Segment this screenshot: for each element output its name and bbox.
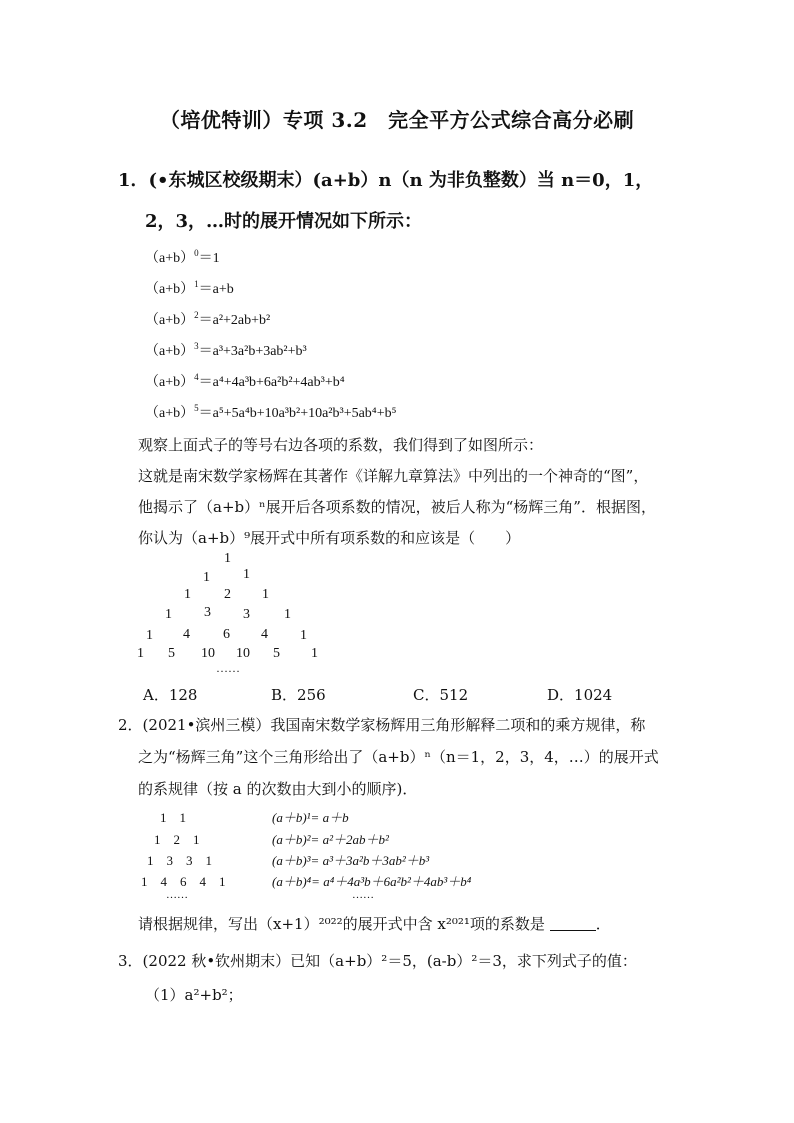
q1-equation-2 [145,309,270,329]
q2-expansion-4: (a＋b)⁴= a⁴＋4a³b＋6a²b²＋4ab³＋b⁴ [272,874,472,889]
triangle-number: 1 [300,628,307,643]
triangle-number: 10 [236,646,250,661]
q2-triangle-row4: 1 4 6 4 1 [141,874,226,889]
triangle-number: 1 [224,551,231,566]
eq-lhs: （a+b） [145,251,195,266]
q2-stem-line3: 的系规律（按 a 的次数由大到小的顺序)． [138,780,418,798]
triangle-number: 1 [203,570,210,585]
eq-rhs: ＝a²+2ab+b² [198,313,271,328]
triangle-number: 1 [262,587,269,602]
q1-stem-line1: 1．(•东城区校级期末）(a+b）n（n 为非负整数）当 n＝0，1， [118,170,654,191]
eq-exponent: 5 [194,403,199,413]
eq-lhs: （a+b） [145,406,195,421]
triangle-number: 1 [311,646,318,661]
q2-stem-line2: 之为“杨辉三角”这个三角形给出了（a+b）ⁿ（n＝1，2，3，4，…）的展开式 [138,748,659,766]
eq-exponent: 1 [194,279,199,289]
q2-triangle-row2: 1 2 1 [154,832,200,847]
triangle-number: 1 [284,607,291,622]
triangle-number: 3 [243,607,250,622]
q2-question-text: 请根据规律，写出（x+1）²⁰²²的展开式中含 x²⁰²¹项的系数是 [138,915,545,933]
q1-equation-0 [145,247,220,267]
q1-equation-5 [145,402,396,422]
eq-lhs: （a+b） [145,282,195,297]
eq-lhs: （a+b） [145,375,195,390]
triangle-number: 5 [168,646,175,661]
eq-lhs: （a+b） [145,313,195,328]
eq-exponent: 2 [194,310,199,320]
eq-exponent: 3 [194,341,199,351]
eq-rhs: ＝a³+3a²b+3ab²+b³ [198,344,307,359]
q2-expansion-ellipsis: …… [352,889,374,901]
triangle-number: 6 [223,627,230,642]
q2-triangle-row1: 1 1 [160,810,187,825]
triangle-number: 5 [273,646,280,661]
option-d[interactable]: D．1024 [547,686,613,704]
q1-paragraph-3: 他揭示了（a+b）ⁿ展开后各项系数的情况，被后人称为“杨辉三角”．根据图， [138,498,656,516]
q2-triangle-row3: 1 3 3 1 [147,853,213,868]
triangle-number: 1 [184,587,191,602]
eq-rhs: ＝1 [198,251,220,266]
q2-question [138,913,611,934]
triangle-number: 1 [243,567,250,582]
eq-rhs: ＝a+b [198,282,234,297]
q1-equation-1 [145,278,234,298]
triangle-number: 1 [165,607,172,622]
q3-subquestion-1: （1）a²+b²； [145,986,243,1004]
triangle-number: 3 [204,605,211,620]
eq-exponent: 4 [194,372,199,382]
eq-rhs: ＝a⁵+5a⁴b+10a³b²+10a²b³+5ab⁴+b⁵ [198,406,397,421]
q2-triangle-ellipsis: …… [166,889,188,901]
q1-equation-3 [145,340,307,360]
triangle-number: 1 [146,628,153,643]
triangle-number: 2 [224,587,231,602]
q1-equation-4 [145,371,345,391]
eq-rhs: ＝a⁴+4a³b+6a²b²+4ab³+b⁴ [198,375,345,390]
q2-expansion-3: (a＋b)³= a³＋3a²b＋3ab²＋b³ [272,853,430,868]
q1-stem-line2: 2，3，…时的展开情况如下所示： [145,211,423,232]
q2-question-end: ． [595,915,611,933]
q2-expansion-1: (a＋b)¹= a＋b [272,810,349,825]
triangle-ellipsis: …… [216,661,240,675]
q1-paragraph-1: 观察上面式子的等号右边各项的系数，我们得到了如图所示： [138,436,544,454]
triangle-number: 4 [261,627,268,642]
q1-paragraph-2: 这就是南宋数学家杨辉在其著作《详解九章算法》中列出的一个神奇的“图”， [138,467,649,485]
triangle-number: 4 [183,627,190,642]
q1-paragraph-4: 你认为（a+b）⁹展开式中所有项系数的和应该是（ ） [138,529,521,547]
option-b[interactable]: B．256 [271,686,326,704]
eq-lhs: （a+b） [145,344,195,359]
q2-expansion-2: (a＋b)²= a²＋2ab＋b² [272,832,389,847]
answer-blank[interactable] [550,916,596,931]
triangle-number: 10 [201,646,215,661]
triangle-number: 1 [137,646,144,661]
q3-stem-line1: 3．(2022 秋•钦州期末）已知（a+b）²＝5，(a-b）²＝3，求下列式子的值： [118,952,637,970]
eq-exponent: 0 [194,248,199,258]
q2-stem-line1: 2．(2021•滨州三模）我国南宋数学家杨辉用三角形解释二项和的乘方规律，称 [118,716,646,734]
option-a[interactable]: A．128 [143,686,198,704]
page-title: （培优特训）专项 3.2 完全平方公式综合高分必刷 [159,108,635,132]
option-c[interactable]: C．512 [413,686,469,704]
